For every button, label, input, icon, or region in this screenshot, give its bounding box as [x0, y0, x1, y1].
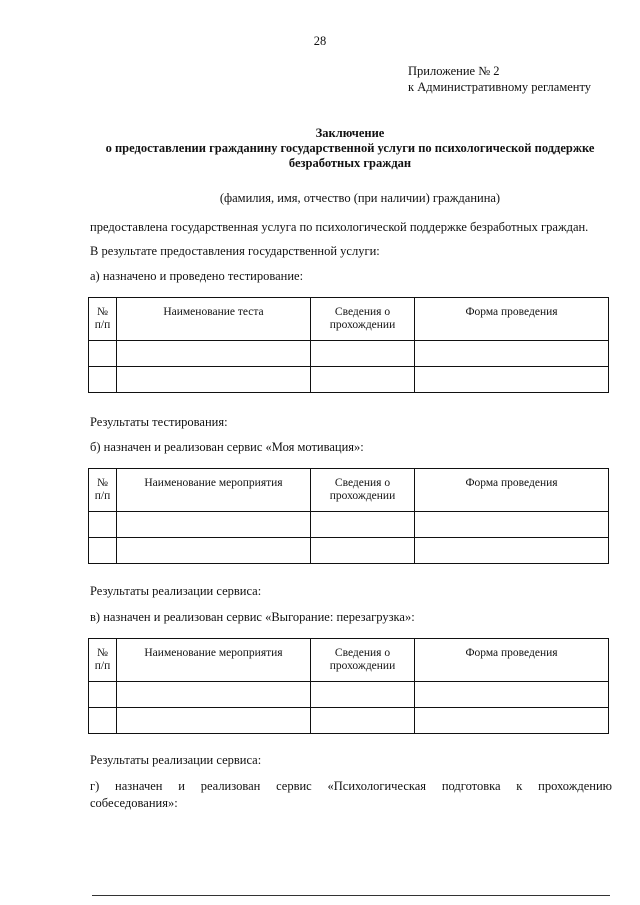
appendix-line-2: к Административному регламенту [408, 80, 592, 94]
header-status: Сведения о прохождении [311, 298, 415, 341]
table-cell[interactable] [415, 367, 609, 393]
table-row [89, 682, 609, 708]
table-cell[interactable] [89, 682, 117, 708]
table-row [89, 367, 609, 393]
motivation-table [88, 468, 609, 564]
appendix-note [408, 63, 591, 95]
table-cell[interactable] [89, 367, 117, 393]
header-form: Форма проведения [415, 298, 609, 341]
title-line-3: безработных граждан [288, 156, 412, 170]
table-row [89, 538, 609, 564]
citizen-name-caption: (фамилия, имя, отчество (при наличии) гражданина) [219, 191, 501, 205]
header-form: Форма проведения [415, 469, 609, 512]
section-d-heading-line-2: собеседования»: [90, 796, 178, 810]
table-header-row [89, 469, 609, 512]
table-cell[interactable] [89, 341, 117, 367]
table-cell[interactable] [415, 538, 609, 564]
table-cell[interactable] [117, 682, 311, 708]
header-status: Сведения о прохождении [311, 469, 415, 512]
table-cell[interactable] [311, 341, 415, 367]
table-cell[interactable] [89, 538, 117, 564]
table-row [89, 341, 609, 367]
bottom-rule [92, 895, 610, 896]
table-header-row [89, 639, 609, 682]
result-intro-text: В результате предоставления государственной услуги: [90, 244, 380, 258]
table-cell[interactable] [415, 512, 609, 538]
table-cell[interactable] [89, 708, 117, 734]
header-name: Наименование теста [117, 298, 311, 341]
testing-table [88, 297, 609, 393]
title-line-2: о предоставлении гражданину государственной услуги по психологической поддержке [105, 141, 595, 155]
table-cell[interactable] [117, 538, 311, 564]
header-number: № п/п [89, 469, 117, 512]
header-number: № п/п [89, 639, 117, 682]
header-name: Наименование мероприятия [117, 639, 311, 682]
appendix-line-1: Приложение № 2 [408, 64, 500, 78]
section-b-heading: б) назначен и реализован сервис «Моя мотивация»: [90, 440, 364, 454]
section-c-heading: в) назначен и реализован сервис «Выгорание: перезагрузка»: [90, 610, 415, 624]
table-cell[interactable] [311, 367, 415, 393]
table-cell[interactable] [117, 341, 311, 367]
burnout-table [88, 638, 609, 734]
header-form: Форма проведения [415, 639, 609, 682]
table-row [89, 708, 609, 734]
page-number: 28 [313, 34, 327, 48]
section-a-results-label: Результаты тестирования: [90, 415, 228, 429]
section-a-heading: а) назначено и проведено тестирование: [90, 269, 304, 283]
table-cell[interactable] [89, 512, 117, 538]
table-header-row [89, 298, 609, 341]
section-c-results-label: Результаты реализации сервиса: [90, 753, 262, 767]
table-cell[interactable] [311, 512, 415, 538]
table-cell[interactable] [415, 708, 609, 734]
document-title [30, 126, 640, 171]
section-d-heading-line-1: г) назначен и реализован сервис «Психологическая подготовка к прохождению [90, 779, 612, 793]
header-number: № п/п [89, 298, 117, 341]
table-cell[interactable] [311, 682, 415, 708]
table-cell[interactable] [117, 512, 311, 538]
header-name: Наименование мероприятия [117, 469, 311, 512]
header-status: Сведения о прохождении [311, 639, 415, 682]
table-row [89, 512, 609, 538]
table-cell[interactable] [311, 708, 415, 734]
table-cell[interactable] [415, 341, 609, 367]
table-cell[interactable] [117, 708, 311, 734]
table-cell[interactable] [415, 682, 609, 708]
section-b-results-label: Результаты реализации сервиса: [90, 584, 262, 598]
table-cell[interactable] [311, 538, 415, 564]
service-provided-text: предоставлена государственная услуга по психологической поддержке безработных граждан. [90, 220, 589, 234]
title-line-1: Заключение [315, 126, 385, 140]
table-cell[interactable] [117, 367, 311, 393]
